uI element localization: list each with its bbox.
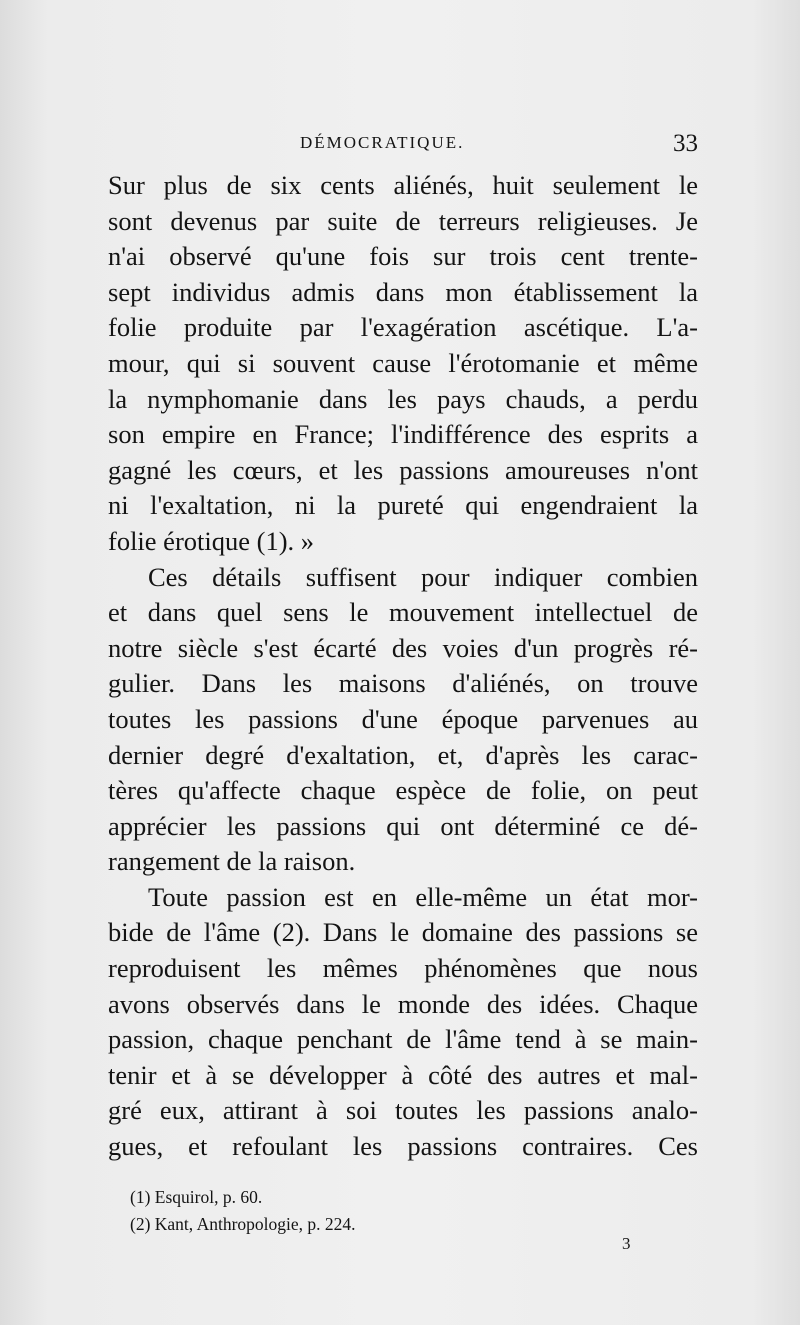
text-line: apprécier les passions qui ont déterminé ce dé- <box>108 810 698 841</box>
footnotes <box>130 1184 690 1238</box>
text-line: Ces détails suffisent pour indiquer combien <box>148 561 698 592</box>
text-line: son empire en France; l'indifférence des esprits a <box>108 419 698 450</box>
text-line: ni l'exaltation, ni la pureté qui engendraient la <box>108 490 698 521</box>
text-line: tères qu'affecte chaque espèce de folie, on peut <box>108 775 698 806</box>
text-line: gues, et refoulant les passions contraires. Ces <box>108 1131 698 1162</box>
text-line: mour, qui si souvent cause l'érotomanie et même <box>108 347 698 378</box>
text-line: rangement de la raison. <box>108 846 356 877</box>
text-line: toutes les passions d'une époque parvenues au <box>108 703 698 734</box>
text-line: gulier. Dans les maisons d'aliénés, on trouve <box>108 668 698 699</box>
text-line: n'ai observé qu'une fois sur trois cent trente- <box>108 241 698 272</box>
text-line: tenir et à se développer à côté des autres et mal- <box>108 1059 698 1090</box>
footnote: (2) Kant, Anthropologie, p. 224. <box>130 1214 356 1234</box>
text-line: et dans quel sens le mouvement intellectuel de <box>108 597 698 628</box>
text-line: Sur plus de six cents aliénés, huit seulement le <box>108 170 698 200</box>
running-head: DÉMOCRATIQUE. <box>300 133 465 152</box>
text-line: gagné les cœurs, et les passions amoureuses n'ont <box>108 454 698 485</box>
text-line: sont devenus par suite de terreurs religieuses. Je <box>108 205 698 236</box>
page-header <box>108 130 698 163</box>
text-line: Toute passion est en elle-même un état mor- <box>148 881 698 912</box>
text-line: notre siècle s'est écarté des voies d'un progrès ré- <box>108 632 698 663</box>
signature-mark: 3 <box>622 1234 631 1253</box>
text-line: sept individus admis dans mon établissement la <box>108 276 698 307</box>
text-line: bide de l'âme (2). Dans le domaine des passions se <box>108 917 698 948</box>
text-line: reproduisent les mêmes phénomènes que nous <box>108 953 698 984</box>
text-line: gré eux, attirant à soi toutes les passions analo- <box>108 1095 698 1126</box>
text-line: dernier degré d'exaltation, et, d'après les carac- <box>108 739 698 770</box>
page-number: 33 <box>673 130 698 157</box>
text-line: avons observés dans le monde des idées. Chaque <box>108 988 698 1019</box>
text-line: folie érotique (1). » <box>108 525 315 556</box>
text-line: la nymphomanie dans les pays chauds, a perdu <box>108 383 698 414</box>
body-text <box>108 168 698 1165</box>
text-line: passion, chaque penchant de l'âme tend à se main- <box>108 1024 698 1055</box>
footnote: (1) Esquirol, p. 60. <box>130 1187 263 1207</box>
text-line: folie produite par l'exagération ascétique. L'a- <box>108 312 698 343</box>
